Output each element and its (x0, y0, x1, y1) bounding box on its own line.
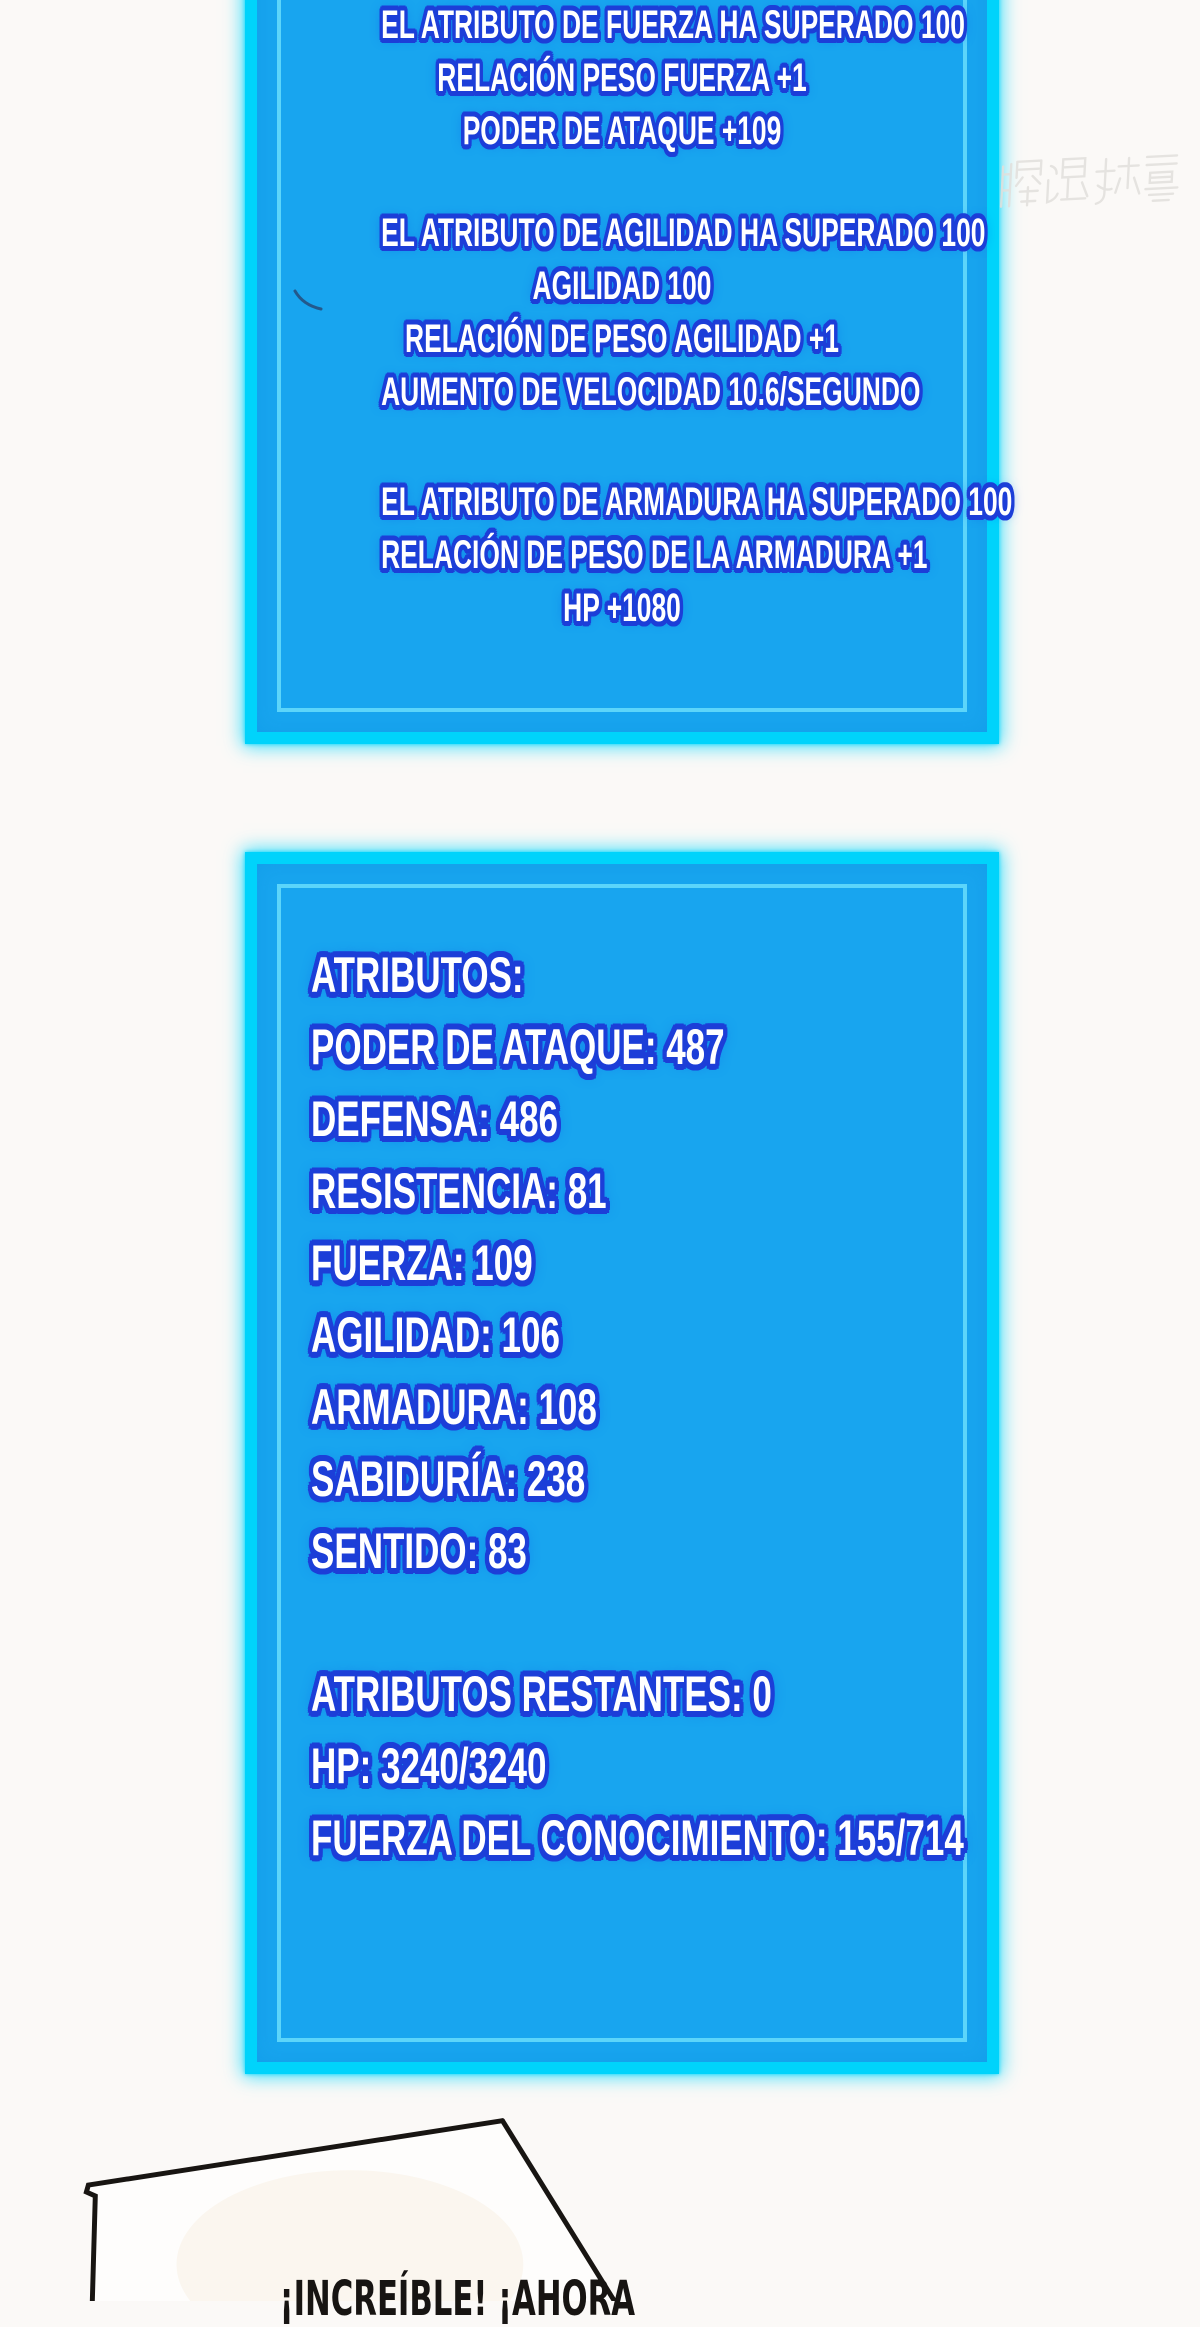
notification-line: EL ATRIBUTO DE FUERZA HA SUPERADO 100 (381, 3, 965, 47)
stat-line-hp: HP: 3240/3240 (311, 1738, 547, 1794)
notification-group-armor (257, 476, 1013, 635)
attributes-text-block (257, 864, 987, 1874)
notification-group-strength (257, 0, 987, 158)
notification-line: RELACIÓN DE PESO AGILIDAD +1 (405, 317, 839, 361)
attributes-title: ATRIBUTOS: (311, 947, 524, 1003)
tencent-comics-watermark (996, 141, 1184, 223)
notification-line: RELACIÓN PESO FUERZA +1 (437, 56, 807, 100)
notification-group-agility (257, 207, 987, 419)
system-window-notifications (245, 0, 1013, 744)
system-window-attributes (245, 852, 999, 2074)
notification-line: PODER DE ATAQUE +109 (462, 109, 782, 153)
notification-line: EL ATRIBUTO DE AGILIDAD HA SUPERADO 100 (381, 211, 986, 255)
notification-text-block (257, 0, 1013, 635)
speech-bubble-text: ¡INCREÍBLE! ¡AHORA (279, 2271, 636, 2327)
attributes-summary-block (311, 1658, 987, 1874)
notification-line: RELACIÓN DE PESO DE LA ARMADURA +1 (381, 533, 928, 577)
notification-line: HP +1080 (563, 586, 681, 630)
notification-line: EL ATRIBUTO DE ARMADURA HA SUPERADO 100 (381, 480, 1013, 524)
stat-line-armor: ARMADURA: 108 (311, 1379, 597, 1435)
stat-line-sense: SENTIDO: 83 (311, 1523, 527, 1579)
notification-line: AGILIDAD 100 (532, 264, 712, 308)
stat-line-wisdom: SABIDURÍA: 238 (311, 1451, 586, 1507)
stat-line-agility: AGILIDAD: 106 (311, 1307, 560, 1363)
stat-line-knowledge-power: FUERZA DEL CONOCIMIENTO: 155/714 (311, 1810, 964, 1866)
stat-line-resistance: RESISTENCIA: 81 (311, 1163, 607, 1219)
speech-bubble (50, 2088, 630, 2301)
stat-line-defense: DEFENSA: 486 (311, 1091, 559, 1147)
stat-line-attack: PODER DE ATAQUE: 487 (311, 1019, 725, 1075)
notification-line: AUMENTO DE VELOCIDAD 10.6/SEGUNDO (381, 370, 921, 414)
stat-line-strength: FUERZA: 109 (311, 1235, 533, 1291)
watermark-glyphs-icon (996, 141, 1184, 223)
stat-line-remaining-points: ATRIBUTOS RESTANTES: 0 (311, 1666, 772, 1722)
